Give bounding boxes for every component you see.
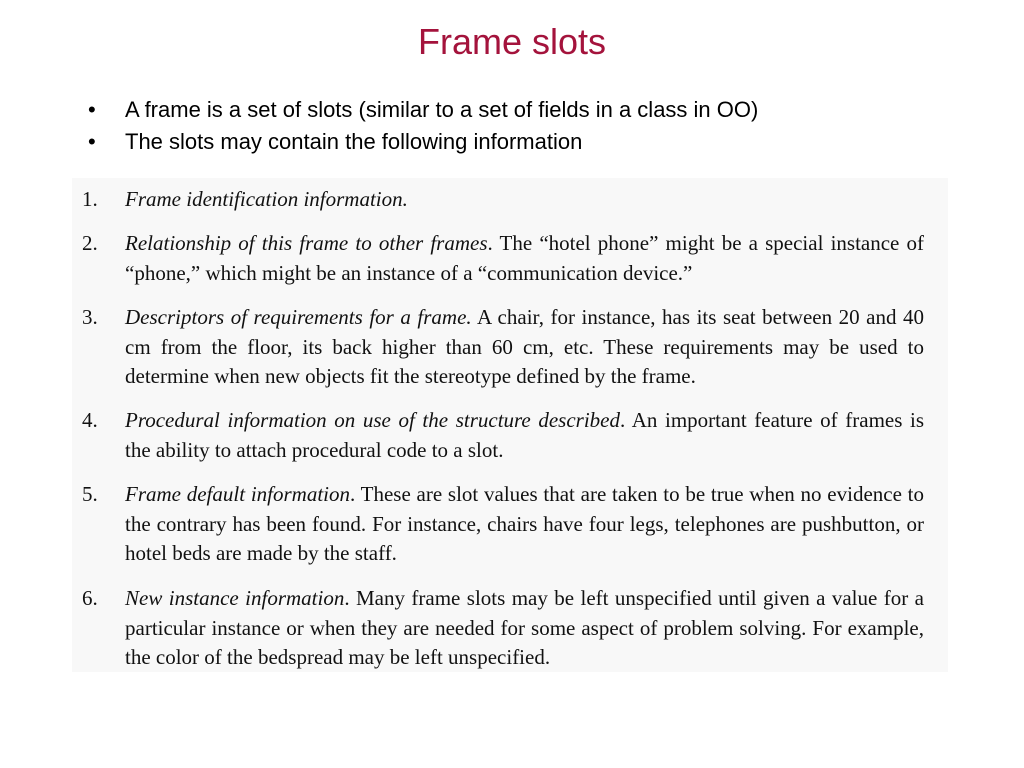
item-number: 5. — [82, 482, 98, 506]
item-text — [125, 406, 924, 465]
item-number: 6. — [82, 586, 98, 610]
item-text — [125, 229, 924, 288]
numbered-item — [82, 185, 924, 215]
numbered-item — [82, 584, 924, 673]
item-description: . An important feature of frames is the ability to attach procedural code to a slot. — [125, 408, 925, 462]
item-number: 3. — [82, 305, 98, 329]
item-number: 2. — [82, 231, 98, 255]
bullet-text: A frame is a set of slots (similar to a set of fields in a class in OO) — [125, 97, 759, 122]
item-description: . Many frame slots may be left unspecified until given a value for a particular instance or when they are needed for some aspect of problem solving. For example, the color of the bedspread may be left unspecified. — [125, 586, 924, 669]
numbered-item — [82, 406, 924, 465]
item-number: 1. — [82, 187, 98, 211]
numbered-item — [82, 480, 924, 569]
item-text — [125, 584, 924, 673]
item-description: . The “hotel phone” might be a special instance of “phone,” which might be an instance of a “communication device.” — [125, 231, 925, 285]
numbered-item — [82, 303, 924, 392]
item-term: Frame default information — [125, 482, 350, 506]
slide-title: Frame slots — [417, 21, 607, 62]
bullet-list — [86, 94, 758, 158]
item-term: Relationship of this frame to other frames — [125, 231, 488, 255]
bullet-item — [86, 126, 758, 158]
bullet-text: The slots may contain the following information — [125, 129, 583, 154]
item-term: Frame identification information. — [125, 187, 408, 211]
bullet-dot: • — [88, 97, 96, 122]
item-description: . These are slot values that are taken to be true when no evidence to the contrary has been found. For instance, chairs have four legs, telephones are pushbutton, or hotel beds are made by the staff. — [125, 482, 924, 565]
bullet-dot: • — [88, 129, 96, 154]
item-text — [125, 303, 924, 392]
bullet-item — [86, 94, 758, 126]
item-term: Procedural information on use of the structure described — [125, 408, 621, 432]
item-number: 4. — [82, 408, 98, 432]
item-description: A chair, for instance, has its seat between 20 and 40 cm from the floor, its back higher than 60 cm, etc. These requirements may be used to determine when new objects fit the stereotype defined by the frame. — [125, 305, 924, 388]
item-term: Descriptors of requirements for a frame. — [125, 305, 472, 329]
item-text — [125, 480, 924, 569]
item-term: New instance information — [125, 586, 345, 610]
item-text — [125, 185, 924, 215]
numbered-item — [82, 229, 924, 288]
